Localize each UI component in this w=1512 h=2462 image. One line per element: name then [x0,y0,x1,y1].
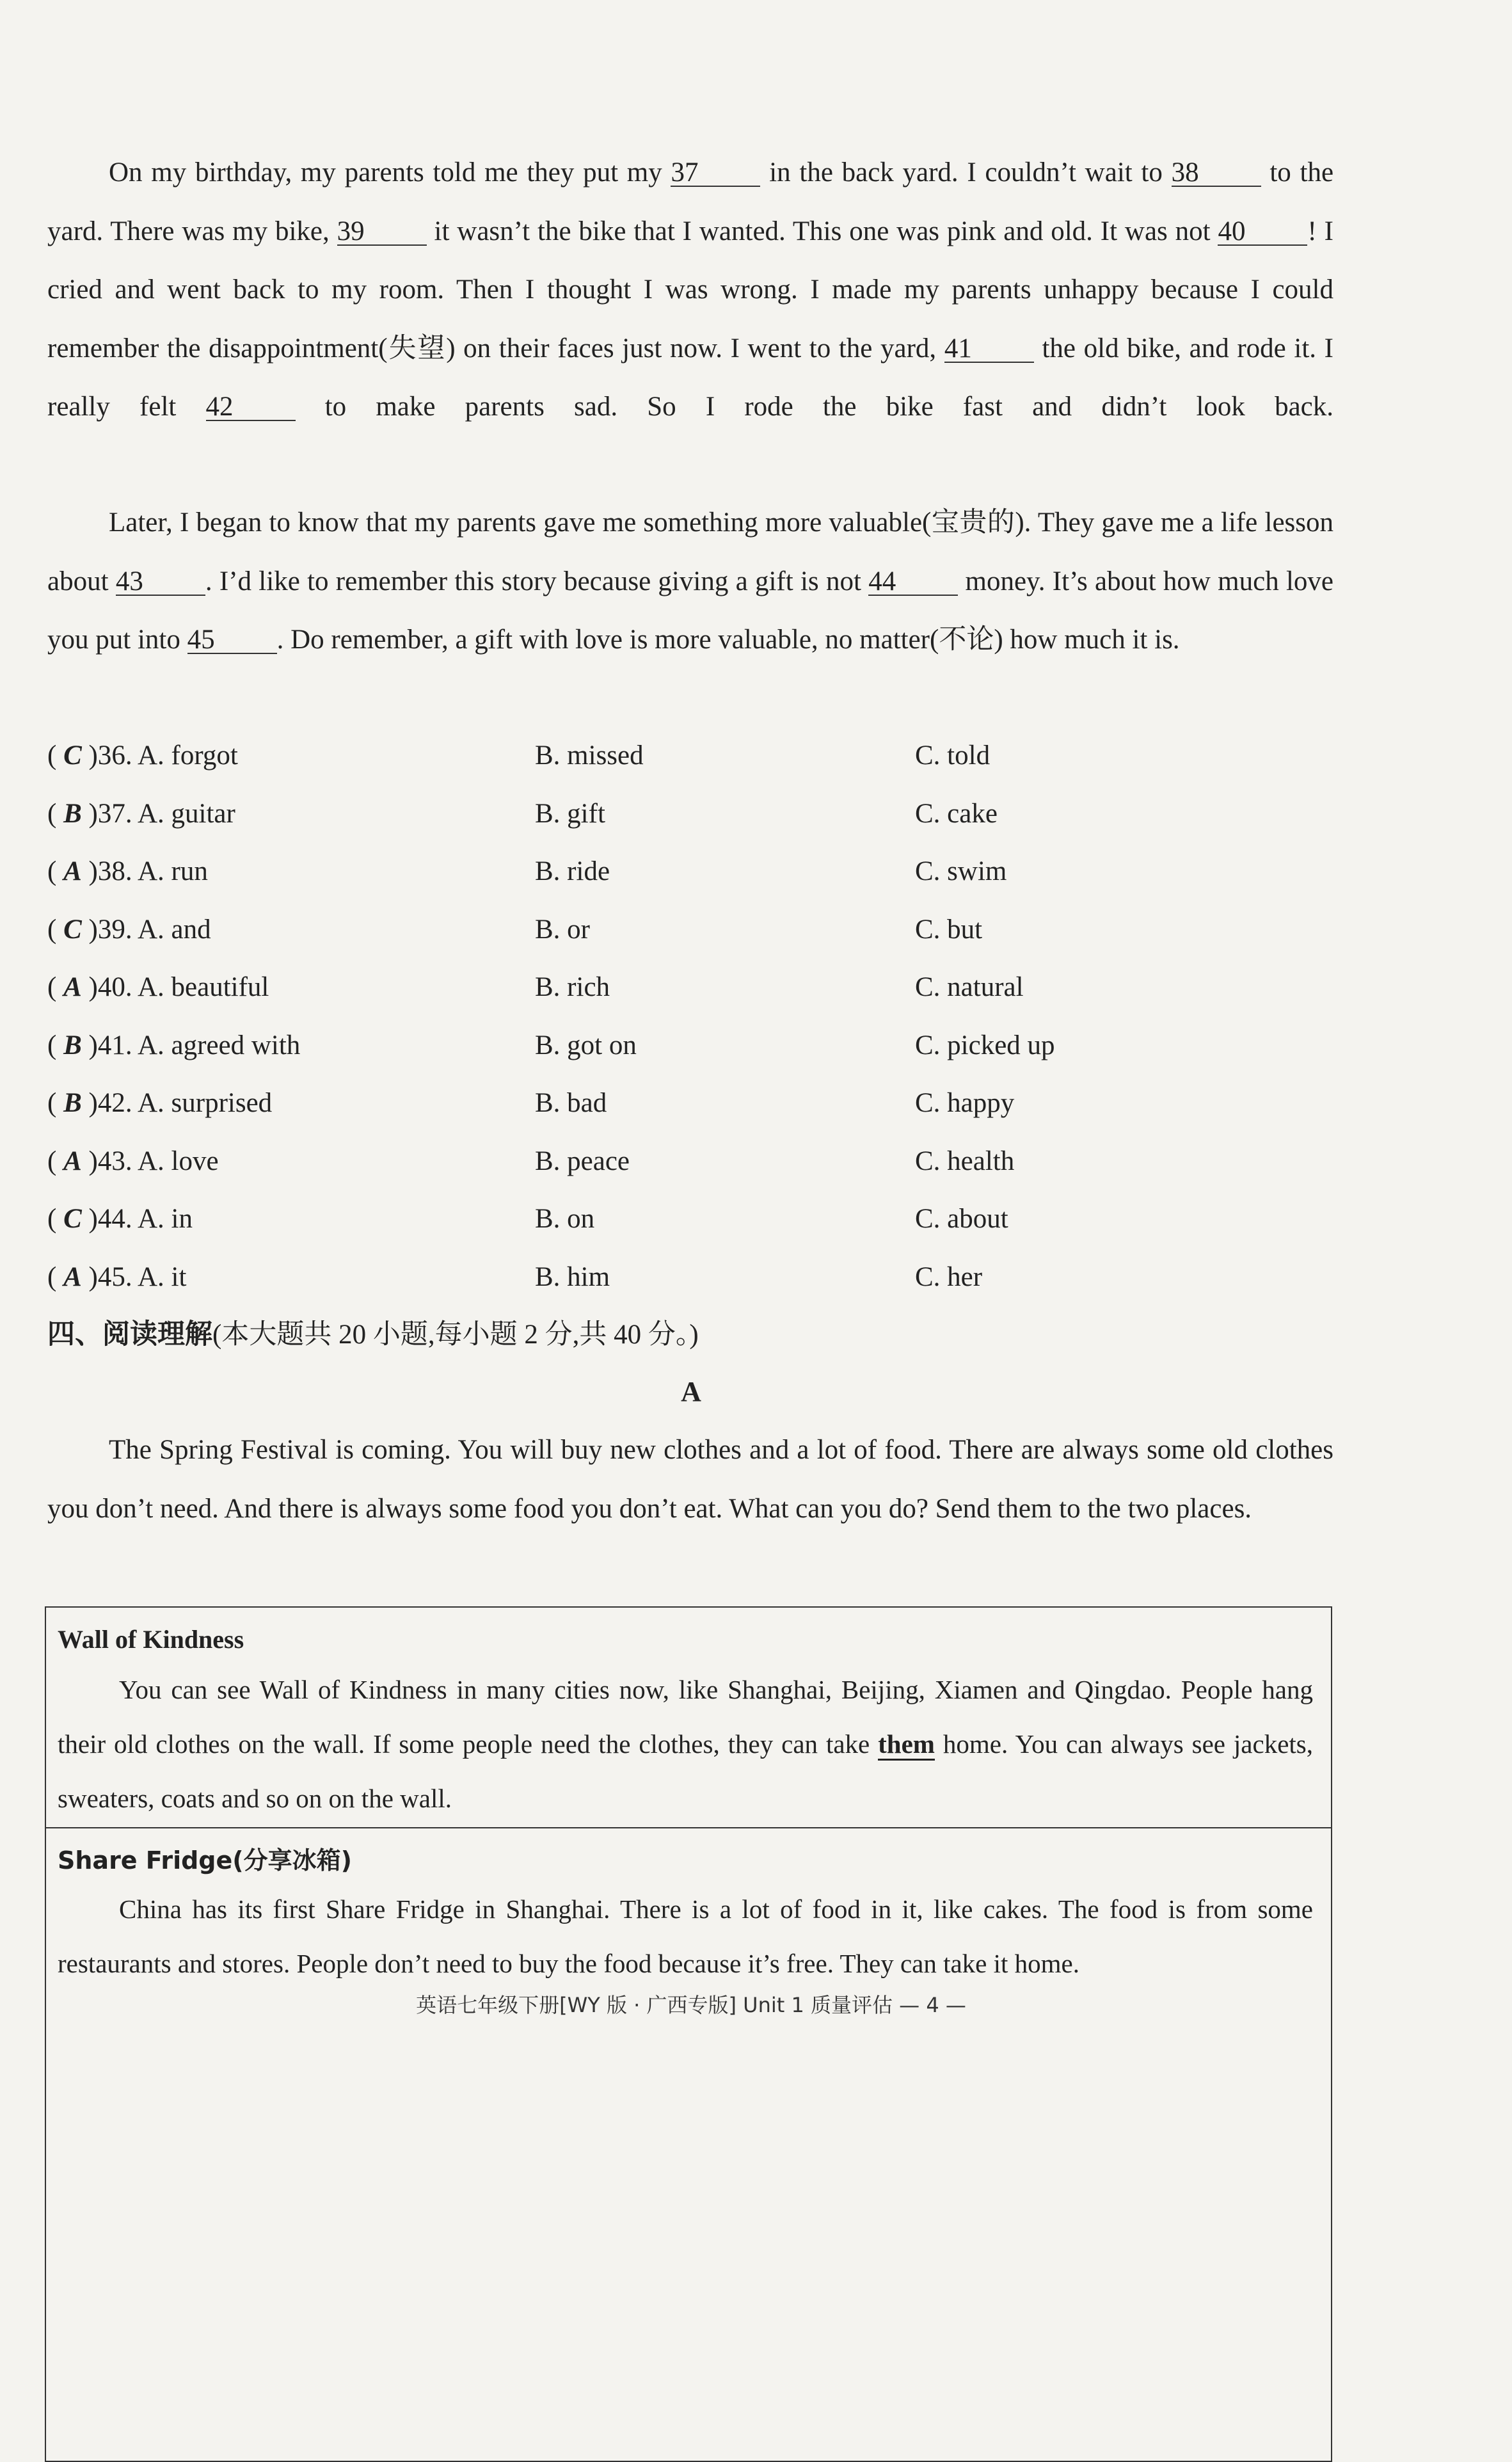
page-footer: 英语七年级下册[WY 版 · 广西专版] Unit 1 质量评估 — 4 — [416,1993,966,2017]
option-a: A. love [137,1146,219,1176]
question-stem: ( C )36. A. forgot [47,740,238,771]
question-number: 38 [97,856,125,886]
question-number: 41 [97,1030,125,1060]
wall-of-kindness-text [58,1663,1313,1826]
question-number: 40 [97,972,125,1002]
info-table [45,1606,1332,2462]
text-segment: On my birthday, my parents told me they put my [109,157,662,188]
option-a: A. guitar [137,798,235,829]
option-row-41 [47,1017,1333,1075]
option-c: C. picked up [915,1030,1055,1060]
option-c: C. happy [915,1088,1015,1118]
blank-42: 42 [206,394,296,421]
option-row-45 [47,1249,1333,1307]
answer-mark: B [63,1030,82,1060]
question-number: 42 [97,1088,125,1118]
question-stem: ( A )40. A. beautiful [47,972,269,1002]
blank-45: 45 [187,627,277,654]
question-stem: ( C )44. A. in [47,1204,193,1234]
text-segment: Later, I began to know that my parents gave me something more valuable(宝贵的). They gave me a life lesson about [47,508,1333,596]
option-row-39 [47,901,1333,959]
option-c: C. natural [915,972,1024,1002]
reading-intro: The Spring Festival is coming. You will buy new clothes and a lot of food. There are always some old clothes you don’t need. And there is always some food you don’t eat. What can you do? Send them to the two places. [47,1435,1333,1524]
option-b: B. peace [535,1146,630,1176]
option-b: B. bad [535,1088,607,1118]
answer-mark: A [63,972,82,1002]
question-stem: ( A )43. A. love [47,1146,219,1176]
option-b: B. gift [535,798,605,829]
share-fridge-text: China has its first Share Fridge in Shanghai. There is a lot of food in it, like cakes. The food is from some restaurants and stores. People don’t need to buy the food because it’s free. They can take it home. [58,1894,1313,1978]
option-row-36 [47,727,1333,785]
option-row-40 [47,959,1333,1017]
option-b: B. rich [535,972,610,1002]
option-b: B. got on [535,1030,637,1060]
section-title: 四、阅读理解 [47,1318,212,1350]
question-number: 44 [97,1204,125,1234]
answer-mark: A [63,1261,82,1292]
option-c: C. health [915,1146,1015,1176]
blank-40: 40 [1218,219,1307,246]
answer-mark: C [63,740,82,771]
option-a: A. beautiful [137,972,269,1002]
option-c: C. swim [915,856,1007,886]
text-segment: . Do remember, a gift with love is more valuable, no matter(不论) how much it is. [276,625,1180,655]
question-number: 43 [97,1146,125,1176]
option-b: B. or [535,914,590,945]
question-stem: ( A )45. A. it [47,1261,187,1292]
option-a: A. and [137,914,211,945]
option-a: A. it [137,1261,187,1292]
text-segment: the old bike, and rode it. I really felt [47,333,1334,422]
question-stem: ( B )41. A. agreed with [47,1030,301,1060]
wall-of-kindness-title: Wall of Kindness [58,1625,244,1654]
underlined-word-them: them [878,1729,935,1761]
question-stem: ( B )42. A. surprised [47,1088,273,1118]
part-title: A [681,1376,701,1407]
share-fridge-title: Share Fridge(分享冰箱) [58,1846,353,1874]
option-row-42 [47,1075,1333,1133]
question-number: 45 [97,1261,125,1292]
text-segment: money. It’s about how much love you put into [47,566,1334,655]
question-stem: ( B )37. A. guitar [47,798,235,829]
answer-options-list [47,727,1333,1306]
option-row-44 [47,1190,1333,1249]
option-b: B. on [535,1204,595,1234]
option-c: C. her [915,1261,983,1292]
text-segment: ! I cried and went back to my room. Then I thought I was wrong. I made my parents unhappy because I could remember the disappointment(失望) on their faces just now. I went to the yard, [47,216,1333,364]
blank-43: 43 [116,569,205,596]
text-segment: . I’d like to remember this story because giving a gift is not [205,566,861,596]
wall-of-kindness-cell [46,1608,1331,1828]
answer-mark: C [63,914,82,945]
option-a: A. surprised [137,1088,273,1118]
blank-41: 41 [944,336,1034,363]
answer-mark: C [63,1204,82,1234]
answer-mark: B [63,798,82,829]
blank-37: 37 [671,160,760,187]
option-c: C. about [915,1204,1008,1234]
text-segment: home. You can always see jackets, sweaters, coats and so on on the wall. [58,1729,1313,1813]
option-c: C. but [915,914,983,945]
option-a: A. agreed with [137,1030,301,1060]
blank-39: 39 [337,219,427,246]
option-b: B. missed [535,740,644,771]
question-number: 37 [97,798,125,829]
option-row-43 [47,1133,1333,1191]
option-row-38 [47,843,1333,901]
option-b: B. him [535,1261,610,1292]
question-stem: ( C )39. A. and [47,914,211,945]
answer-mark: A [63,1146,82,1176]
answer-mark: B [63,1088,82,1118]
text-segment: to make parents sad. So I rode the bike fast and didn’t look back. [324,392,1334,422]
text-segment: it wasn’t the bike that I wanted. This one was pink and old. It was not [434,216,1211,246]
section-heading [47,1312,699,1357]
answer-mark: A [63,856,82,886]
option-row-37 [47,785,1333,843]
blank-38: 38 [1172,160,1261,187]
cloze-paragraph-1 [47,143,1333,436]
option-c: C. told [915,740,991,771]
question-stem: ( A )38. A. run [47,856,208,886]
text-segment: in the back yard. I couldn’t wait to [769,157,1163,188]
option-a: A. in [137,1204,193,1234]
question-number: 36 [97,740,125,771]
option-c: C. cake [915,798,998,829]
text-segment: You can see Wall of Kindness in many cities now, like Shanghai, Beijing, Xiamen and Qingdao. People hang their old clothes on the wall. If some people need the clothes, they can take [58,1675,1313,1759]
cloze-paragraph-2 [47,493,1333,669]
blank-44: 44 [868,569,958,596]
option-b: B. ride [535,856,610,886]
option-a: A. run [137,856,208,886]
text-segment: to the yard. There was my bike, [47,157,1334,246]
option-a: A. forgot [137,740,238,771]
section-subtitle: (本大题共 20 小题,每小题 2 分,共 40 分。) [212,1320,699,1350]
question-number: 39 [97,914,125,945]
